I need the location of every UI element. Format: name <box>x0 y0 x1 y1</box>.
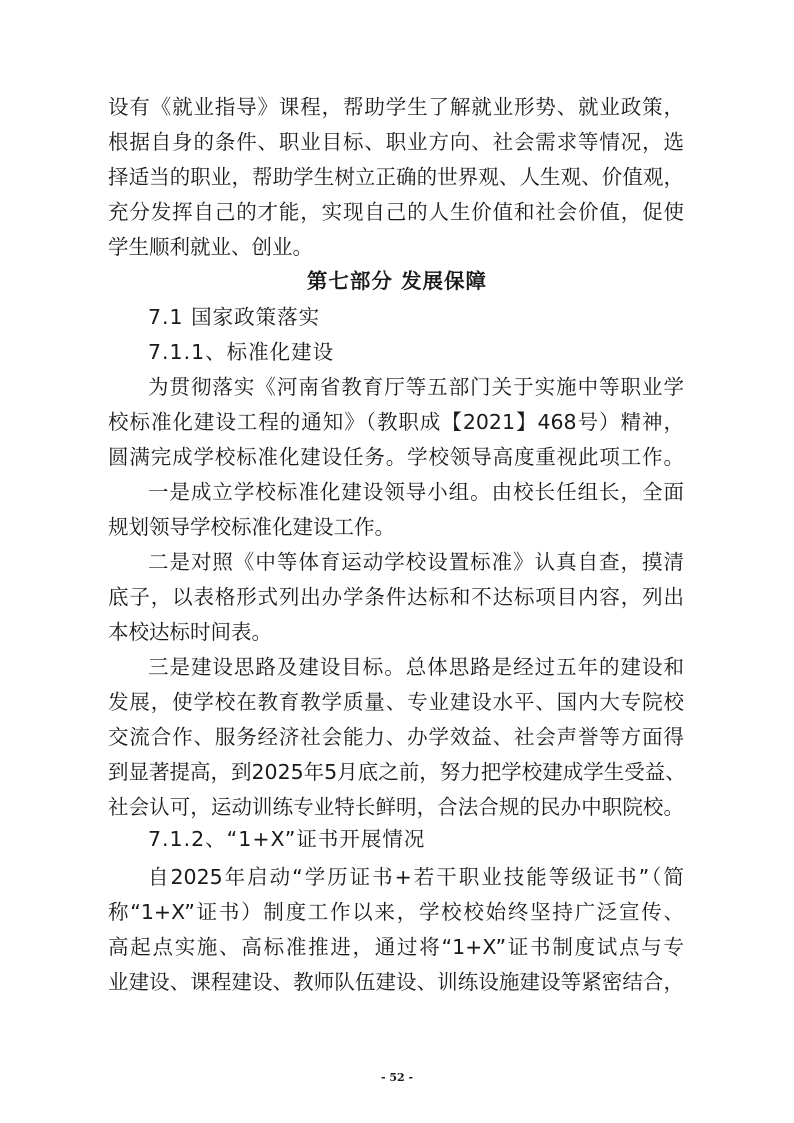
paragraph-line: 根据自身的条件、职业目标、职业方向、社会需求等情况，选 <box>108 130 684 154</box>
section-title: 第七部分 发展保障 <box>306 269 488 293</box>
paragraph-line: 为贯彻落实《河南省教育厅等五部门关于实施中等职业学 <box>148 375 684 399</box>
paragraph-line: 设有《就业指导》课程，帮助学生了解就业形势、就业政策， <box>108 95 684 119</box>
paragraph-line: 学生顺利就业、创业。 <box>108 235 313 259</box>
paragraph-line: 社会认可，运动训练专业特长鲜明，合法合规的民办中职院校。 <box>108 795 684 819</box>
paragraph-line: 高起点实施、高标准推进，通过将“1+X”证书制度试点与专 <box>108 935 684 959</box>
paragraph-line: 本校达标时间表。 <box>108 620 272 644</box>
paragraph-line: 择适当的职业，帮助学生树立正确的世界观、人生观、价值观， <box>108 165 684 189</box>
paragraph-line: 圆满完成学校标准化建设任务。学校领导高度重视此项工作。 <box>108 445 684 469</box>
paragraph-line: 三是建设思路及建设目标。总体思路是经过五年的建设和 <box>148 655 684 679</box>
page-number: - 52 - <box>380 1071 414 1084</box>
paragraph-line: 校标准化建设工程的通知》（教职成【2021】468号）精神， <box>108 410 684 434</box>
heading-7-1-1: 7.1.1、标准化建设 <box>148 340 335 364</box>
paragraph-line: 底子，以表格形式列出办学条件达标和不达标项目内容，列出 <box>108 585 684 609</box>
heading-7-1-2: 7.1.2、“1+X”证书开展情况 <box>148 827 426 851</box>
paragraph-line: 交流合作、服务经济社会能力、办学效益、社会声誉等方面得 <box>108 725 684 749</box>
paragraph-line: 业建设、课程建设、教师队伍建设、训练设施建设等紧密结合， <box>108 970 684 994</box>
paragraph-line: 发展，使学校在教育教学质量、专业建设水平、国内大专院校 <box>108 690 684 714</box>
paragraph-line: 自2025年启动“学历证书+若干职业技能等级证书”（简 <box>148 865 684 889</box>
paragraph-line: 充分发挥自己的才能，实现自己的人生价值和社会价值，促使 <box>108 200 684 224</box>
heading-7-1: 7.1 国家政策落实 <box>148 305 321 329</box>
paragraph-line: 到显著提高，到2025年5月底之前，努力把学校建成学生受益、 <box>108 760 686 784</box>
paragraph-line: 二是对照《中等体育运动学校设置标准》认真自查，摸清 <box>148 550 684 574</box>
paragraph-line: 称“1+X”证书）制度工作以来，学校校始终坚持广泛宣传、 <box>108 900 684 924</box>
paragraph-line: 一是成立学校标准化建设领导小组。由校长任组长，全面 <box>148 480 684 504</box>
paragraph-line: 规划领导学校标准化建设工作。 <box>108 515 395 539</box>
